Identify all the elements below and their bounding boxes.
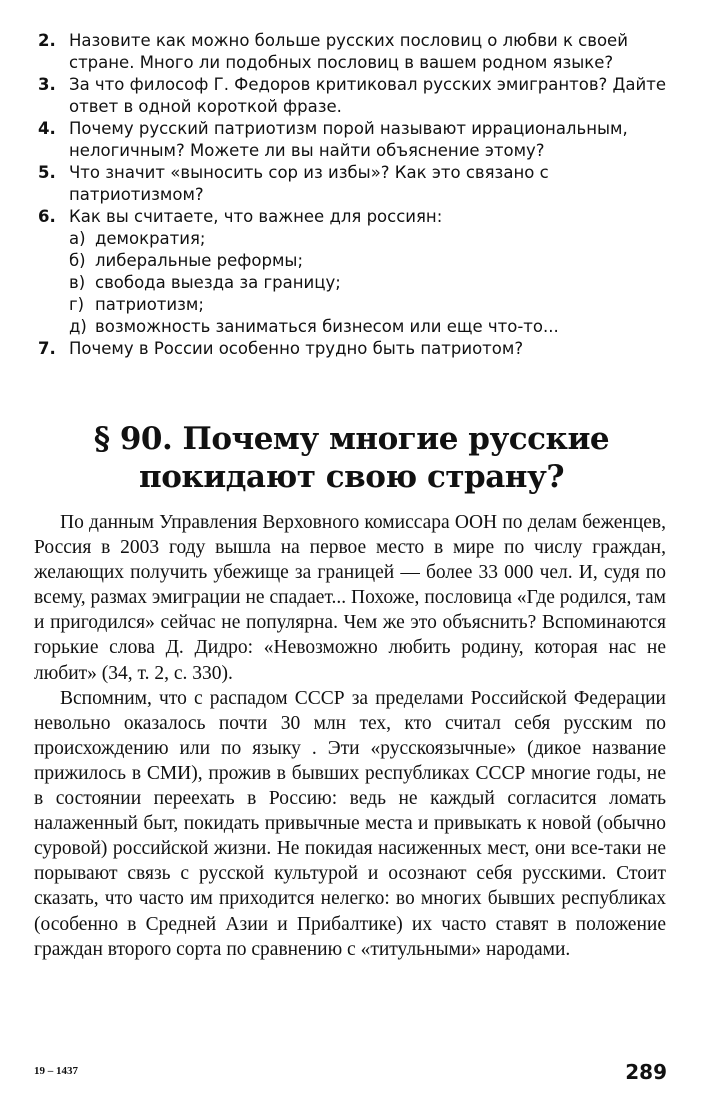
answer-option	[69, 228, 668, 250]
option-text: патриотизм;	[95, 295, 204, 314]
section-heading	[0, 420, 703, 496]
option-text: демократия;	[95, 229, 206, 248]
question-number: 4.	[38, 119, 56, 138]
section-body	[34, 510, 666, 962]
option-text: возможность заниматься бизнесом или еще что-то...	[95, 317, 559, 336]
question-text: Почему в России особенно трудно быть патриотом?	[69, 339, 524, 358]
question-item	[38, 162, 668, 206]
question-text: За что философ Г. Федоров критиковал русских эмигрантов? Дайте ответ в одной короткой фразе.	[69, 75, 667, 116]
option-letter: в)	[69, 273, 86, 292]
answer-option	[69, 250, 668, 272]
question-text: Назовите как можно больше русских пословиц о любви к своей стране. Много ли подобных пословиц в вашем родном языке?	[69, 31, 628, 72]
question-number: 6.	[38, 207, 56, 226]
question-number: 3.	[38, 75, 56, 94]
answer-option	[69, 272, 668, 294]
question-number: 5.	[38, 163, 56, 182]
question-number: 7.	[38, 339, 56, 358]
question-number: 2.	[38, 31, 56, 50]
answer-options	[69, 228, 668, 338]
option-letter: а)	[69, 229, 86, 248]
answer-option	[69, 316, 668, 338]
question-item	[38, 206, 668, 338]
question-item	[38, 30, 668, 74]
option-letter: б)	[69, 251, 86, 270]
print-signature: 19 – 1437	[34, 1065, 78, 1077]
question-text: Что значит «выносить сор из избы»? Как это связано с патриотизмом?	[69, 163, 549, 204]
body-paragraph: По данным Управления Верховного комиссара ООН по делам беженцев, Россия в 2003 году вышла на первое место в мире по числу граждан, желающих получить убежище за границей — более 33 000 чел. И, судя по всему, размах эмиграции не спадает... Похоже, пословица «Где родился, там и пригодился» сейчас не популярна. Чем же это объяснить? Вспоминаются горькие слова Д. Дидро: «Невозможно любить родину, которая нас не любит» (34, т. 2, с. 330).	[34, 512, 666, 684]
question-item	[38, 74, 668, 118]
option-letter: г)	[69, 295, 85, 314]
option-text: свобода выезда за границу;	[95, 273, 341, 292]
body-paragraph: Вспомним, что с распадом СССР за пределами Российской Федерации невольно оказалось почти 30 млн тех, кто считал себя русским по происхождению или по языку . Эти «русскоязычные» (дикое название прижилось в СМИ), прожив в бывших республиках СССР многие годы, не в состоянии переехать в Россию: ведь не каждый согласится ломать налаженный быт, покидать привычные места и привыкать к новой (обычно суровой) российской жизни. Не покидая насиженных мест, они все-таки не порывают связь с русской культурой и осознают себя русскими. Стоит сказать, что часто им приходится нелегко: во многих бывших республиках (особенно в Средней Азии и Прибалтике) их часто ставят в положение граждан второго сорта по сравнению с «титульными» народами.	[34, 687, 666, 960]
section-title-line-1: § 90. Почему многие русские	[93, 421, 610, 457]
question-list	[38, 30, 668, 360]
answer-option	[69, 294, 668, 316]
question-text: Как вы считаете, что важнее для россиян:	[69, 207, 443, 226]
section-title-line-2: покидают свою страну?	[139, 459, 564, 495]
question-item	[38, 338, 668, 360]
option-letter: д)	[69, 317, 87, 336]
question-text: Почему русский патриотизм порой называют иррациональным, нелогичным? Можете ли вы найти объяснение этому?	[69, 119, 628, 160]
question-item	[38, 118, 668, 162]
option-text: либеральные реформы;	[95, 251, 303, 270]
page-number: 289	[625, 1060, 667, 1084]
